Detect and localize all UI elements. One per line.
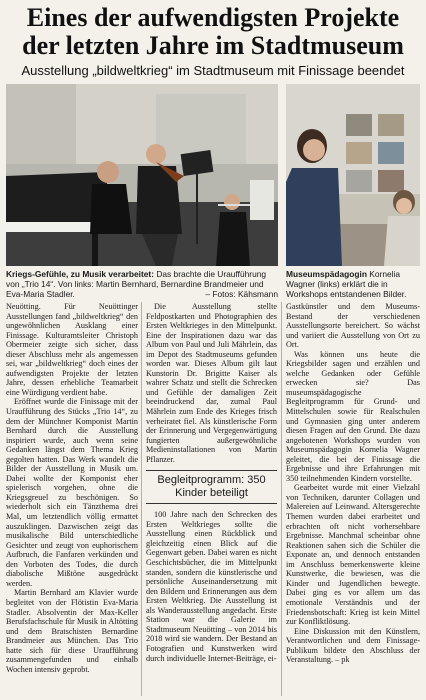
headline-line-2: der letzten Jahre im Stadtmuseum — [22, 31, 404, 60]
column-divider — [281, 302, 282, 696]
column-divider — [141, 302, 142, 696]
headline-line-1: Eines der aufwendigsten Projekte — [26, 3, 400, 32]
paragraph: Eine Diskussion mit den Künstlern, Verantwortlichen und dem Finissage-Publikum bildete den Abschluss der Veranstaltung. – pk — [286, 626, 420, 665]
section-subheading: Begleitprogramm: 350 Kinder beteiligt — [146, 470, 277, 504]
article-column-1 — [6, 302, 138, 674]
concert-photo — [6, 84, 278, 266]
exhibition-photo-illustration — [286, 84, 420, 266]
concert-photo-illustration — [6, 84, 278, 266]
paragraph: Gearbeitet wurde mit einer Vielzahl von Techniken, darunter Collagen und Malereien auf Leinwand. Altersgerechte Themen wurden dabei erarbeitet und erbrachten oft nicht vorhersehbare Ergebnisse. Manchmal scheinbar ohne Reaktionen sahen sich die Schüler die Exponate an, und dennoch entstanden im Anschluss bemerkenswerte kleine Kunstwerke, die bewiesen, was die Kinder und Jugendlichen bewegte. Dabei ging es vor allem um das emotionale Verständnis und der Friedensbotschaft: Krieg ist kein Mittel zur Konfliktlösung. — [286, 483, 420, 627]
paragraph: Was können uns heute die Kriegsbilder sagen und erzählen und welche Gedanken oder Gefühle erwecken sie? Das museumspädagogische Begleitprogramm für Grund- und Mittelschulen sowie für Realschulen und Gymnasien ging unter anderem diesen Fragen auf den Grund. Die dazu angebotenen Workshops wurden von Museumspädagogin Kornelia Wagner geleitet, die bei der Finissage die Ergebnisse und ihre Erfahrungen mit 350 teilnehmenden Kindern vorstellte. — [286, 349, 420, 483]
main-caption-lead: Kriegs-Gefühle, zu Musik verarbeitet: — [6, 269, 154, 279]
article-column-3 — [286, 302, 420, 665]
article-column-2 — [146, 302, 277, 663]
paragraph: Die Ausstellung stellte Feldpostkarten und Photographien des Ersten Weltkrieges in den Mittelpunkt. Eine der Inspirationen dazu war das Album von Paul und Juli Mährlein, das im Depot des Stadtmuseums gefunden worden war. Dieses Album gilt laut Kunstorin Dr. Brigitte Kaiser als wahrer Schatz und stellt die Schrecken und Gefühle der damaligen Zeit beeindruckend dar, zumal Paul Mährlein zum Ende des Krieges frisch verheiratet fiel. Als künstlerische Form der Erinnerung und Vergegenwärtigung fungierten außergewöhnliche Medieninstallationen von Martin Pflanzer. — [146, 302, 277, 464]
article-subheadline: Ausstellung „bildweltkrieg“ im Stadtmuseum mit Finissage beendet — [21, 63, 405, 78]
main-caption-text: Das brachte die Uraufführung von „Trio 14“. Von links: Martin Bernhard, Bernardine Brandmeier und Eva-Maria Stadler. — [6, 269, 267, 299]
article-headline — [0, 4, 426, 60]
main-photo-caption — [6, 269, 278, 299]
paragraph: Martin Bernhard am Klavier wurde begleitet von der Flötistin Eva-Maria Stadler. Absolventin der Max-Keller Berufsfachschule für Musik in Altötting und dem Bratschisten Bernardine Brandmeier aus München. Das Trio hatte sich für diese Uraufführung zusammengefunden und einhalb Wochen intensiv geprobt. — [6, 588, 138, 674]
paragraph: Gastkünstler und dem Museums-Bestand der verschiedenen Ausstellungsorte bereichert. So wächst und variiert die Ausstellung von Ort zu Ort. — [286, 302, 420, 350]
exhibition-photo — [286, 84, 420, 266]
photo-credit: – Fotos: Kähsmann — [205, 289, 278, 299]
side-caption-lead: Museumspädagogin — [286, 269, 367, 279]
side-photo-caption — [286, 269, 420, 299]
side-caption-text: Kornelia Wagner (links) erklärt die in Workshops entstandenen Bilder. — [286, 269, 407, 299]
paragraph: Eröffnet wurde die Finissage mit der Uraufführung des Stücks „Trio 14“, zu dem der Münchner Komponist Martin Bernhard durch die Ausstellung inspiriert wurde, auch wenn seine Gedanken längst dem Thema Krieg gegolten hatten. Das Werk wandelt die Bilder der Ausstellung in Musik um. Dabei wollte der Komponist eher spielerisch vorgehen, ohne die Kriegsgreuel zu beschönigen. So wiederholt sich ein Tänzthema drei Mal, um letztendlich völlig ermattet auszuklingen. Dazwischen zeigt das musikalische Bild unterschiedliche Gesichter und zeugt von euphorischem Aufbruch, die Fanfaren verkünden und den Vorboten des Todes, die durch diabolische Mißtöne ausgedrückt werden. — [6, 397, 138, 588]
paragraph: 100 Jahre nach den Schrecken des Ersten Weltkrieges sollte die Ausstellung einen Rückblick und gleichzeitig einen Blick auf die Gegenwart geben. Dabei waren es nicht Geschichtsbücher, die im Mittelpunkt standen, sondern die künstlerische und persönliche Auseinandersetzung mit den Bildern und Erinnerungen aus dem Ersten Weltkrieg. Die Ausstellung ist als Wanderausstellung angedacht. Erste Station war die Galerie im Stadtmuseum Neuötting – von 2014 bis 2018 wird sie wandern. Der Bestand an Fotografien und Kunstwerken wird durch individuelle Internet-Beiträge, ei- — [146, 510, 277, 663]
paragraph: Neuötting. Für Neuöttinger Ausstellungen fand „bildweltkrieg“ den ungewöhnlichen Ausklang einer Finissage. Kulturamtsleiter Christoph Obermeier zeigte sich sicher, dass dieser Abschluss mehr als angemessen sei, war „bildweltkrieg“ doch eines der aufwendigsten Projekte der letzten Jahre, dessen erhebliche Teamarbeit eine Würdigung verdient habe. — [6, 302, 138, 397]
